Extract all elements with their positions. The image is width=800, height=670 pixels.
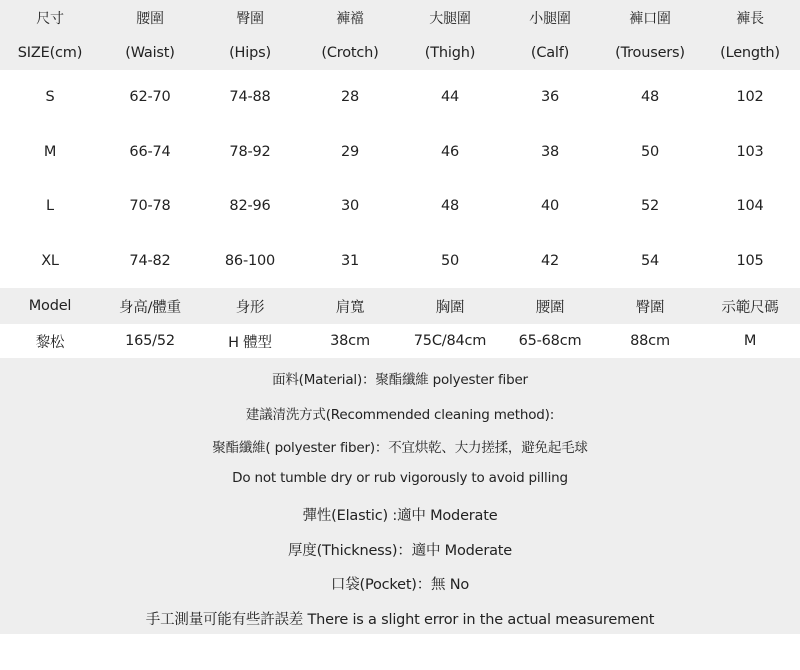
elastic-note: 彈性(Elastic) :適中 Moderate	[302, 508, 498, 524]
table-row	[0, 234, 800, 289]
header-hips-en: (Hips)	[229, 45, 271, 61]
header-thigh-en: (Thigh)	[424, 45, 476, 61]
cell-size: XL	[41, 252, 59, 269]
cell-trousers: 48	[640, 89, 660, 106]
header-hips-zh: 臀圍	[236, 11, 264, 27]
cell-waist: 62-70	[129, 89, 171, 106]
header-size-zh: 尺寸	[36, 11, 64, 27]
model-header	[0, 288, 800, 324]
cell-crotch: 28	[340, 89, 360, 106]
table-header-en	[0, 36, 800, 70]
cell-size: M	[43, 143, 57, 160]
model-header-hips: 臀圍	[635, 299, 665, 316]
measurement-error-note: 手工測量可能有些許誤差 There is a slight error in the actual measurement	[145, 612, 655, 628]
header-crotch-en: (Crotch)	[321, 45, 379, 61]
cell-calf: 40	[540, 198, 560, 215]
cell-hips: 82-96	[229, 198, 271, 215]
cell-size: S	[45, 89, 55, 106]
table-row	[0, 179, 800, 234]
header-trousers-zh: 褲口圍	[629, 11, 671, 27]
cell-trousers: 52	[640, 198, 660, 215]
header-waist-en: (Waist)	[125, 45, 175, 61]
header-crotch-zh: 褲襠	[336, 11, 364, 27]
header-size-en: SIZE(cm)	[17, 45, 83, 61]
cell-waist: 70-78	[129, 198, 171, 215]
cell-hips: 74-88	[229, 89, 271, 106]
model-name: 黎松	[35, 334, 65, 351]
cell-trousers: 54	[640, 252, 660, 269]
model-header-height-weight: 身高/體重	[119, 299, 181, 316]
cell-hips: 86-100	[224, 252, 276, 269]
header-length-zh: 褲長	[736, 11, 764, 27]
model-hips: 88cm	[630, 333, 670, 349]
cell-trousers: 50	[640, 143, 660, 160]
cell-calf: 38	[540, 143, 560, 160]
model-header-body-shape: 身形	[235, 299, 265, 316]
cell-crotch: 30	[340, 198, 360, 215]
cell-waist: 74-82	[129, 252, 171, 269]
cleaning-note-zh: 聚酯纖維( polyester fiber)：不宜烘乾、大力搓揉，避免起毛球	[212, 440, 588, 456]
model-height-weight: 165/52	[125, 333, 175, 349]
cell-length: 103	[736, 143, 764, 160]
table-row	[0, 70, 800, 125]
product-notes	[0, 358, 800, 634]
cell-length: 105	[736, 252, 764, 269]
model-header-bust: 胸圍	[435, 299, 465, 316]
header-calf-zh: 小腿圍	[529, 11, 571, 27]
cell-waist: 66-74	[129, 143, 171, 160]
header-thigh-zh: 大腿圍	[429, 11, 471, 27]
cell-thigh: 44	[440, 89, 460, 106]
model-header-size: 示範尺碼	[721, 299, 779, 316]
model-header-waist: 腰圍	[535, 299, 565, 316]
model-row	[0, 324, 800, 358]
cell-calf: 42	[540, 252, 560, 269]
cleaning-note-en: Do not tumble dry or rub vigorously to avoid pilling	[232, 470, 568, 486]
cell-length: 104	[736, 198, 764, 215]
model-waist: 65-68cm	[518, 333, 582, 349]
cell-calf: 36	[540, 89, 560, 106]
size-table-body	[0, 70, 800, 288]
cell-length: 102	[736, 89, 764, 106]
thickness-note: 厚度(Thickness)：適中 Moderate	[287, 543, 513, 559]
cleaning-title: 建議清洗方式(Recommended cleaning method):	[245, 407, 555, 423]
header-waist-zh: 腰圍	[136, 11, 164, 27]
pocket-note: 口袋(Pocket)：無 No	[330, 577, 470, 593]
model-body-shape: H 體型	[228, 334, 272, 351]
material-note: 面料(Material)：聚酯纖維 polyester fiber	[272, 372, 528, 388]
cell-hips: 78-92	[229, 143, 271, 160]
table-row	[0, 125, 800, 180]
cell-thigh: 46	[440, 143, 460, 160]
cell-thigh: 48	[440, 198, 460, 215]
model-header-shoulder: 肩寬	[335, 299, 365, 316]
header-trousers-en: (Trousers)	[615, 45, 685, 61]
cell-crotch: 29	[340, 143, 360, 160]
header-length-en: (Length)	[720, 45, 780, 61]
cell-crotch: 31	[340, 252, 360, 269]
model-shoulder: 38cm	[330, 333, 370, 349]
table-header-zh	[0, 0, 800, 36]
model-header-name: Model	[28, 298, 72, 314]
cell-thigh: 50	[440, 252, 460, 269]
cell-size: L	[46, 198, 54, 215]
model-demo-size: M	[743, 333, 757, 349]
model-bust: 75C/84cm	[413, 333, 487, 349]
header-calf-en: (Calf)	[530, 45, 570, 61]
